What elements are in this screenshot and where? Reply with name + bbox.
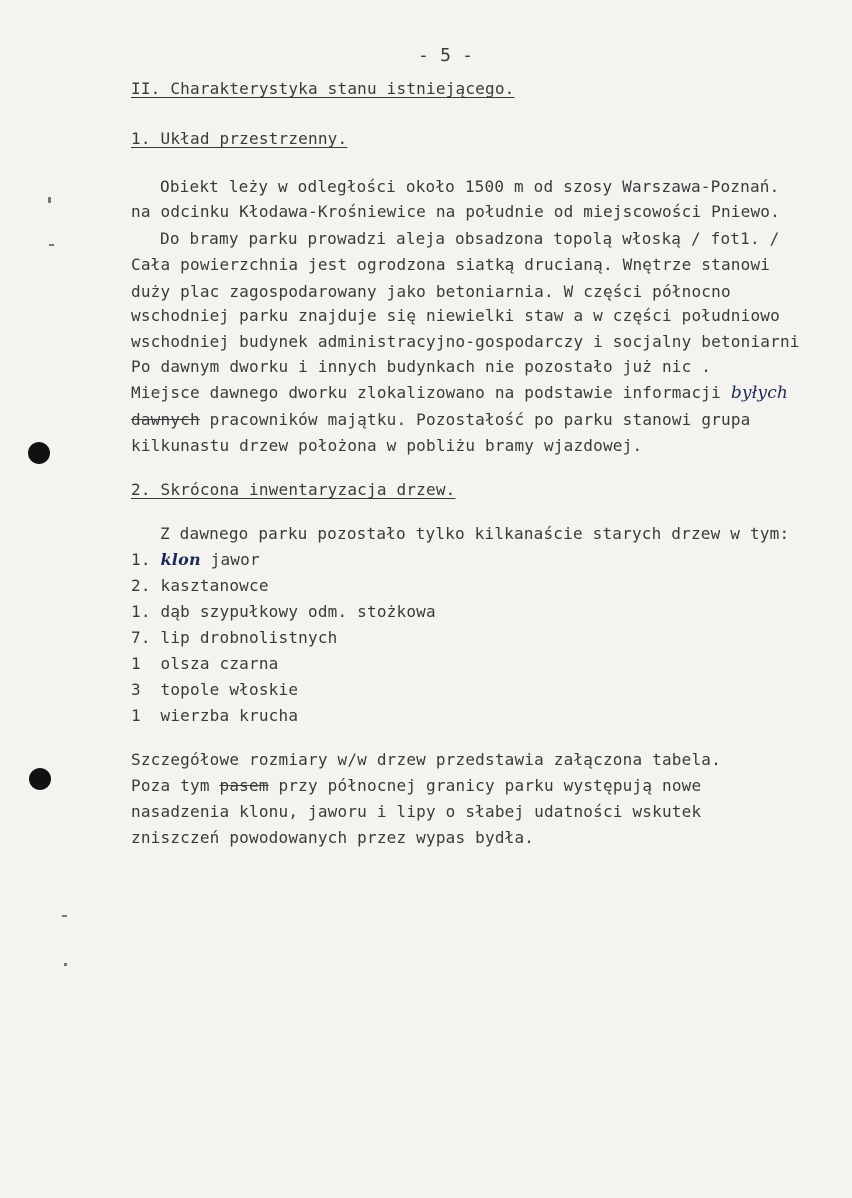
- punch-hole: [28, 442, 50, 464]
- tree-count: 3: [131, 680, 141, 699]
- section-title: II. Charakterystyka stanu istniejącego.: [131, 79, 515, 98]
- tree-name: wierzba krucha: [160, 706, 299, 725]
- paragraph-line: Z dawnego parku pozostało tylko kilkanaście starych drzew w tym:: [160, 524, 790, 543]
- tree-count: 7.: [131, 628, 151, 647]
- tree-count: 2.: [131, 576, 151, 595]
- subsection-title-2: 2. Skrócona inwentaryzacja drzew.: [131, 480, 456, 499]
- page-number: - 5 -: [418, 45, 474, 66]
- paragraph-line: kilkunastu drzew położona w pobliżu bramy wjazdowej.: [131, 436, 643, 455]
- tree-count: 1: [131, 706, 141, 725]
- tree-name: olsza czarna: [160, 654, 279, 673]
- tree-list-item: [131, 550, 260, 570]
- tree-count: 1.: [131, 550, 151, 569]
- handwritten-insertion: klon: [160, 550, 201, 569]
- tree-list-item: [131, 602, 436, 622]
- tree-name: lip drobnolistnych: [160, 628, 338, 647]
- subsection-title-1: 1. Układ przestrzenny.: [131, 129, 348, 148]
- handwritten-insertion: byłych: [730, 383, 789, 403]
- tree-name: dąb szypułkowy odm. stożkowa: [160, 602, 436, 621]
- paragraph-line: zniszczeń powodowanych przez wypas bydła.: [131, 828, 535, 847]
- paragraph-line: nasadzenia klonu, jaworu i lipy o słabej udatności wskutek: [131, 802, 702, 821]
- tree-list-item: [131, 576, 269, 596]
- paragraph-line: duży plac zagospodarowany jako betoniarnia. W części północno: [131, 282, 731, 301]
- speck: [62, 915, 67, 917]
- tree-list-item: [131, 654, 279, 674]
- struck-word: dawnych: [131, 410, 200, 429]
- tree-list-item: [131, 680, 298, 700]
- tree-count: 1.: [131, 602, 151, 621]
- paragraph-line: wschodniej parku znajduje się niewielki staw a w części południowo: [131, 306, 780, 325]
- paragraph-line: Do bramy parku prowadzi aleja obsadzona topolą włoską / fot1. /: [160, 229, 780, 248]
- paragraph-line: wschodniej budynek administracyjno-gospodarczy i socjalny betoniarni: [131, 332, 800, 351]
- speck: [49, 244, 54, 246]
- paragraph-line: Obiekt leży w odległości około 1500 m od szosy Warszawa-Poznań.: [160, 177, 780, 196]
- struck-word: pasem: [219, 776, 269, 795]
- tree-list-item: [131, 706, 298, 726]
- paragraph-line: [131, 776, 701, 796]
- paragraph-line: Cała powierzchnia jest ogrodzona siatką drucianą. Wnętrze stanowi: [131, 255, 771, 274]
- paragraph-text: przy północnej granicy parku występują nowe: [268, 776, 702, 795]
- tree-name: kasztanowce: [160, 576, 269, 595]
- paragraph-line: Po dawnym dworku i innych budynkach nie pozostało już nic .: [131, 357, 712, 376]
- paragraph-text: Miejsce dawnego dworku zlokalizowano na podstawie informacji: [131, 383, 731, 402]
- speck: [48, 197, 51, 203]
- paragraph-text: Poza tym: [131, 776, 220, 795]
- paragraph-line: na odcinku Kłodawa-Krośniewice na południe od miejscowości Pniewo.: [131, 202, 780, 221]
- paragraph-line: [131, 410, 750, 430]
- paragraph-text: pracowników majątku. Pozostałość po parku stanowi grupa: [199, 410, 751, 429]
- paragraph-line: [131, 383, 788, 403]
- tree-name: jawor: [200, 550, 260, 569]
- paragraph-line: Szczegółowe rozmiary w/w drzew przedstawia załączona tabela.: [131, 750, 721, 769]
- tree-list-item: [131, 628, 338, 648]
- tree-name: topole włoskie: [160, 680, 299, 699]
- punch-hole: [29, 768, 51, 790]
- tree-count: 1: [131, 654, 141, 673]
- speck: [64, 963, 67, 966]
